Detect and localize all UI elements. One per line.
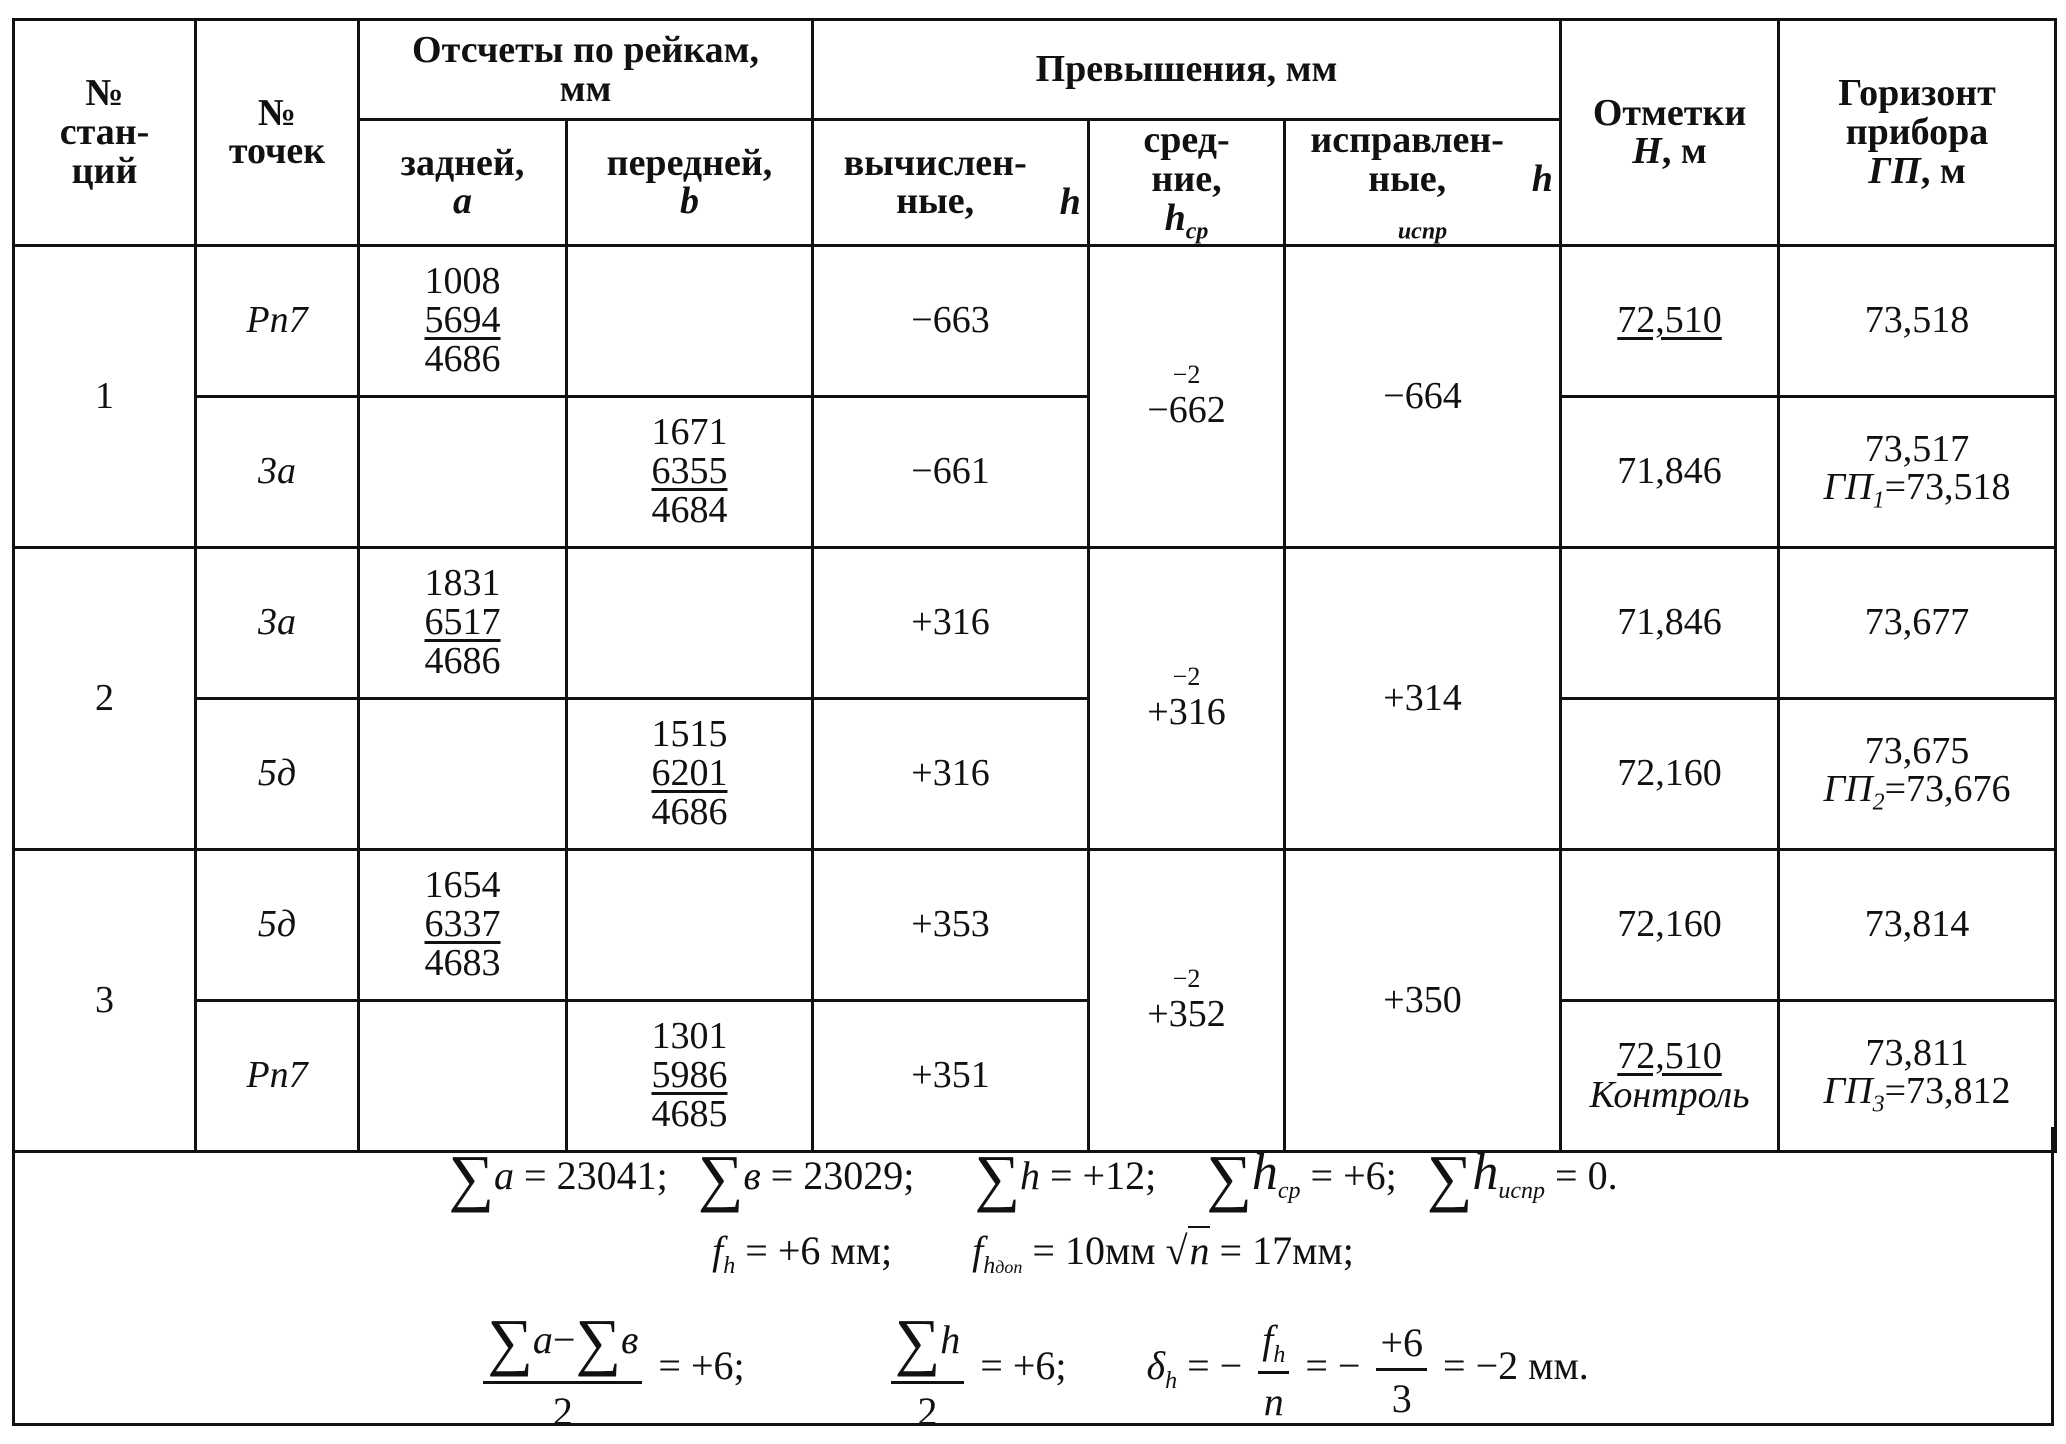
header-avg: сред-ние, $h_{ср}$ — [1089, 120, 1285, 246]
elevation-avg: −2 +316 — [1089, 547, 1285, 849]
table-row — [14, 245, 2056, 396]
elevation-corrected: +350 — [1285, 849, 1561, 1151]
sums-line: ∑a = 23041; ∑в = 23029; ∑h = +12; $\sum h_{ср} = +6$; $\sum h_{испр} = 0$. — [448, 1142, 1618, 1213]
elevation-calc: +351 — [813, 1000, 1089, 1151]
elevation-calc: +353 — [813, 849, 1089, 1000]
elevation-corrected: −664 — [1285, 245, 1561, 547]
elevation-calc: −661 — [813, 396, 1089, 547]
front-reading — [567, 849, 813, 1000]
elevation-calc: +316 — [813, 547, 1089, 698]
station-number: 1 — [14, 245, 196, 547]
elevation-avg: −2 −662 — [1089, 245, 1285, 547]
point-name: 5д — [196, 698, 359, 849]
header-corr: исправлен-ные, h $_{испр}$ — [1285, 120, 1561, 246]
header-horizon: Горизонт прибора ГП, м — [1779, 20, 2056, 246]
table-row — [14, 698, 2056, 849]
header-calc: вычислен-ные, h — [813, 120, 1089, 246]
horizon-value: 73,517 $ГП_1=73,518$ — [1779, 396, 2056, 547]
back-reading: 1831 6517 4686 — [359, 547, 567, 698]
fraction-sum-diff: $\frac{\sum a-\sum в}{2}$ — [483, 1305, 642, 1435]
point-name: Рп7 — [196, 1000, 359, 1151]
fraction-sum-h: $\frac{\sum h}{2}$ — [891, 1305, 965, 1435]
header-station: № стан-ций — [14, 20, 196, 246]
back-reading — [359, 698, 567, 849]
back-reading: 1008 5694 4686 — [359, 245, 567, 396]
horizon-value: 73,675 $ГП_2=73,676$ — [1779, 698, 2056, 849]
table-row — [14, 849, 2056, 1000]
front-reading — [567, 547, 813, 698]
horizon-value: 73,814 — [1779, 849, 2056, 1000]
header-back: задней, a — [359, 120, 567, 246]
fraction-6-3: $\frac{+6}{3}$ — [1376, 1319, 1427, 1422]
mark-value: 72,160 — [1561, 698, 1779, 849]
mark-value: 71,846 — [1561, 547, 1779, 698]
header-readings: Отсчеты по рейкам, мм — [359, 20, 813, 120]
point-name: 3а — [196, 547, 359, 698]
fraction-fh-n: $\frac{f_h}{n}$ — [1258, 1316, 1289, 1425]
horizon-value: 73,677 — [1779, 547, 2056, 698]
point-name: 3а — [196, 396, 359, 547]
back-reading — [359, 396, 567, 547]
point-name: Рп7 — [196, 245, 359, 396]
front-reading: 1301 5986 4685 — [567, 1000, 813, 1151]
summary-block — [12, 1127, 2054, 1434]
front-reading: 1671 6355 4684 — [567, 396, 813, 547]
leveling-journal — [12, 18, 2054, 1434]
horizon-value: 73,811 $ГП_3=73,812$ — [1779, 1000, 2056, 1151]
formula-line: $\frac{\sum a-\sum в}{2}$ = +6; $\frac{\sum h}{2}$ = +6; $\delta_h$ = − $\frac{f_h}{n}$ = − $\frac{+6}{3}$ = −2 мм. — [15, 1305, 2051, 1435]
header-point: № точек — [196, 20, 359, 246]
elevation-calc: −663 — [813, 245, 1089, 396]
mark-value: 72,510 Контроль — [1561, 1000, 1779, 1151]
station-number: 2 — [14, 547, 196, 849]
closure-line: $f_h = +6$ мм; $f_{hдоп} = 10мм$ √n = 17мм; — [712, 1228, 1354, 1279]
station-number: 3 — [14, 849, 196, 1151]
header-front: передней, b — [567, 120, 813, 246]
header-marks: Отметки H, м — [1561, 20, 1779, 246]
front-reading: 1515 6201 4686 — [567, 698, 813, 849]
header-elevations: Превышения, мм — [813, 20, 1561, 120]
leveling-table — [12, 18, 2057, 1153]
elevation-calc: +316 — [813, 698, 1089, 849]
mark-value: 72,160 — [1561, 849, 1779, 1000]
table-row — [14, 396, 2056, 547]
mark-value: 72,510 — [1561, 245, 1779, 396]
mark-value: 71,846 — [1561, 396, 1779, 547]
table-row — [14, 547, 2056, 698]
front-reading — [567, 245, 813, 396]
horizon-value: 73,518 — [1779, 245, 2056, 396]
point-name: 5д — [196, 849, 359, 1000]
back-reading: 1654 6337 4683 — [359, 849, 567, 1000]
elevation-corrected: +314 — [1285, 547, 1561, 849]
elevation-avg: −2 +352 — [1089, 849, 1285, 1151]
